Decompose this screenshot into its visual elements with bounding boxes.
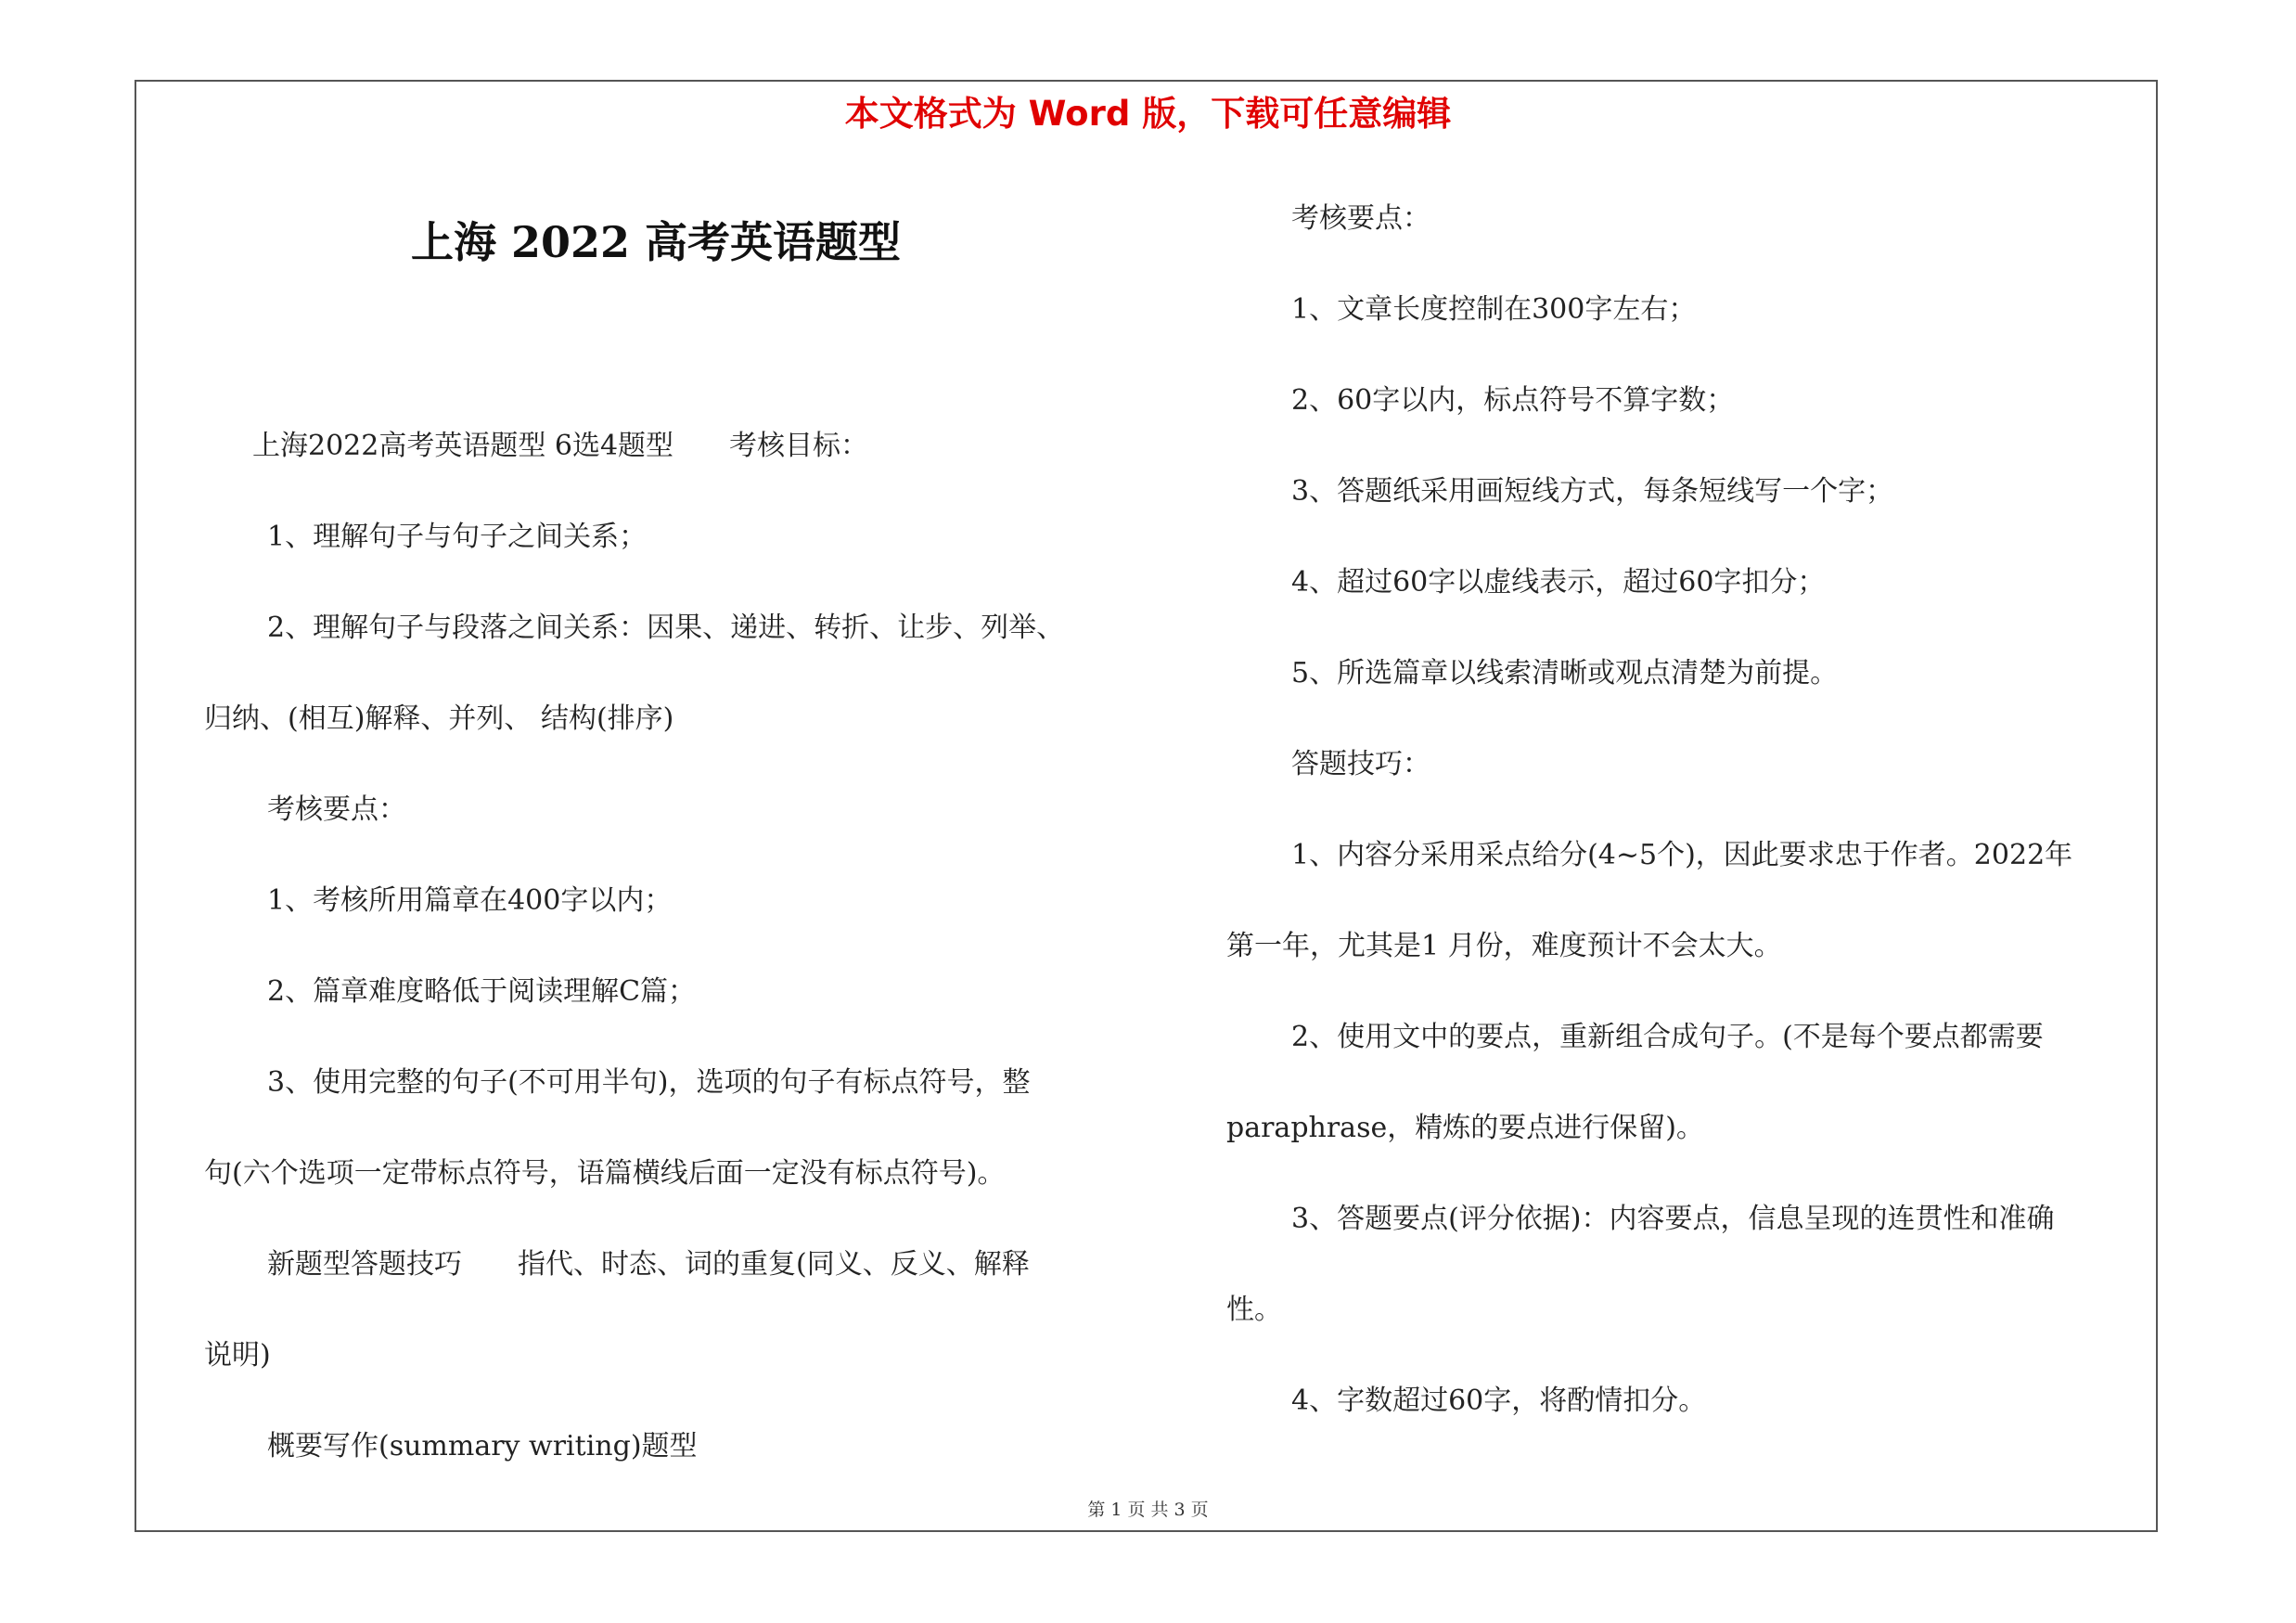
page-border — [135, 80, 2158, 1532]
paragraph: 1、理解句子与句子之间关系； — [267, 521, 648, 553]
paragraph: 3、使用完整的句子(不可用半句)，选项的句子有标点符号，整 — [267, 1066, 1031, 1099]
paragraph: 说明) — [204, 1339, 271, 1372]
paragraph: 概要写作(summary writing)题型 — [267, 1430, 698, 1462]
paragraph: 3、答题纸采用画短线方式，每条短线写一个字； — [1291, 475, 1894, 508]
paragraph: 答题技巧： — [1291, 748, 1430, 780]
paragraph: 2、60字以内，标点符号不算字数； — [1291, 384, 1735, 417]
paragraph: 归纳、(相互)解释、并列、 结构(排序) — [204, 702, 674, 735]
paragraph: 句(六个选项一定带标点符号，语篇横线后面一定没有标点符号)。 — [204, 1157, 1006, 1190]
paragraph: 性。 — [1226, 1294, 1282, 1326]
paragraph: 5、所选篇章以线索清晰或观点清楚为前提。 — [1291, 657, 1839, 689]
document-title: 上海 2022 高考英语题型 — [411, 217, 902, 267]
paragraph: 1、文章长度控制在300字左右； — [1291, 293, 1697, 326]
paragraph: 考核要点： — [1291, 202, 1430, 235]
paragraph: 4、字数超过60字，将酌情扣分。 — [1291, 1385, 1707, 1417]
paragraph: 考核要点： — [267, 793, 406, 826]
paragraph: paraphrase，精炼的要点进行保留)。 — [1226, 1112, 1704, 1144]
editable-notice-banner: 本文格式为 Word 版，下载可任意编辑 — [844, 94, 1452, 134]
paragraph: 3、答题要点(评分依据)：内容要点，信息呈现的连贯性和准确 — [1291, 1203, 2055, 1235]
paragraph: 1、考核所用篇章在400字以内； — [267, 884, 673, 917]
paragraph: 1、内容分采用采点给分(4~5个)，因此要求忠于作者。2022年 — [1291, 839, 2073, 871]
paragraph: 2、使用文中的要点，重新组合成句子。(不是每个要点都需要 — [1291, 1021, 2044, 1053]
paragraph: 2、篇章难度略低于阅读理解C篇； — [267, 975, 697, 1008]
paragraph: 4、超过60字以虚线表示，超过60字扣分； — [1291, 566, 1826, 599]
paragraph: 2、理解句子与段落之间关系：因果、递进、转折、让步、列举、 — [267, 612, 1065, 644]
paragraph: 第一年，尤其是1 月份，难度预计不会太大。 — [1226, 930, 1782, 962]
paragraph: 上海2022高考英语题型 6选4题型 考核目标： — [252, 430, 869, 462]
page-number-footer: 第 1 页 共 3 页 — [1087, 1500, 1209, 1520]
paragraph: 新题型答题技巧 指代、时态、词的重复(同义、反义、解释 — [267, 1248, 1030, 1281]
